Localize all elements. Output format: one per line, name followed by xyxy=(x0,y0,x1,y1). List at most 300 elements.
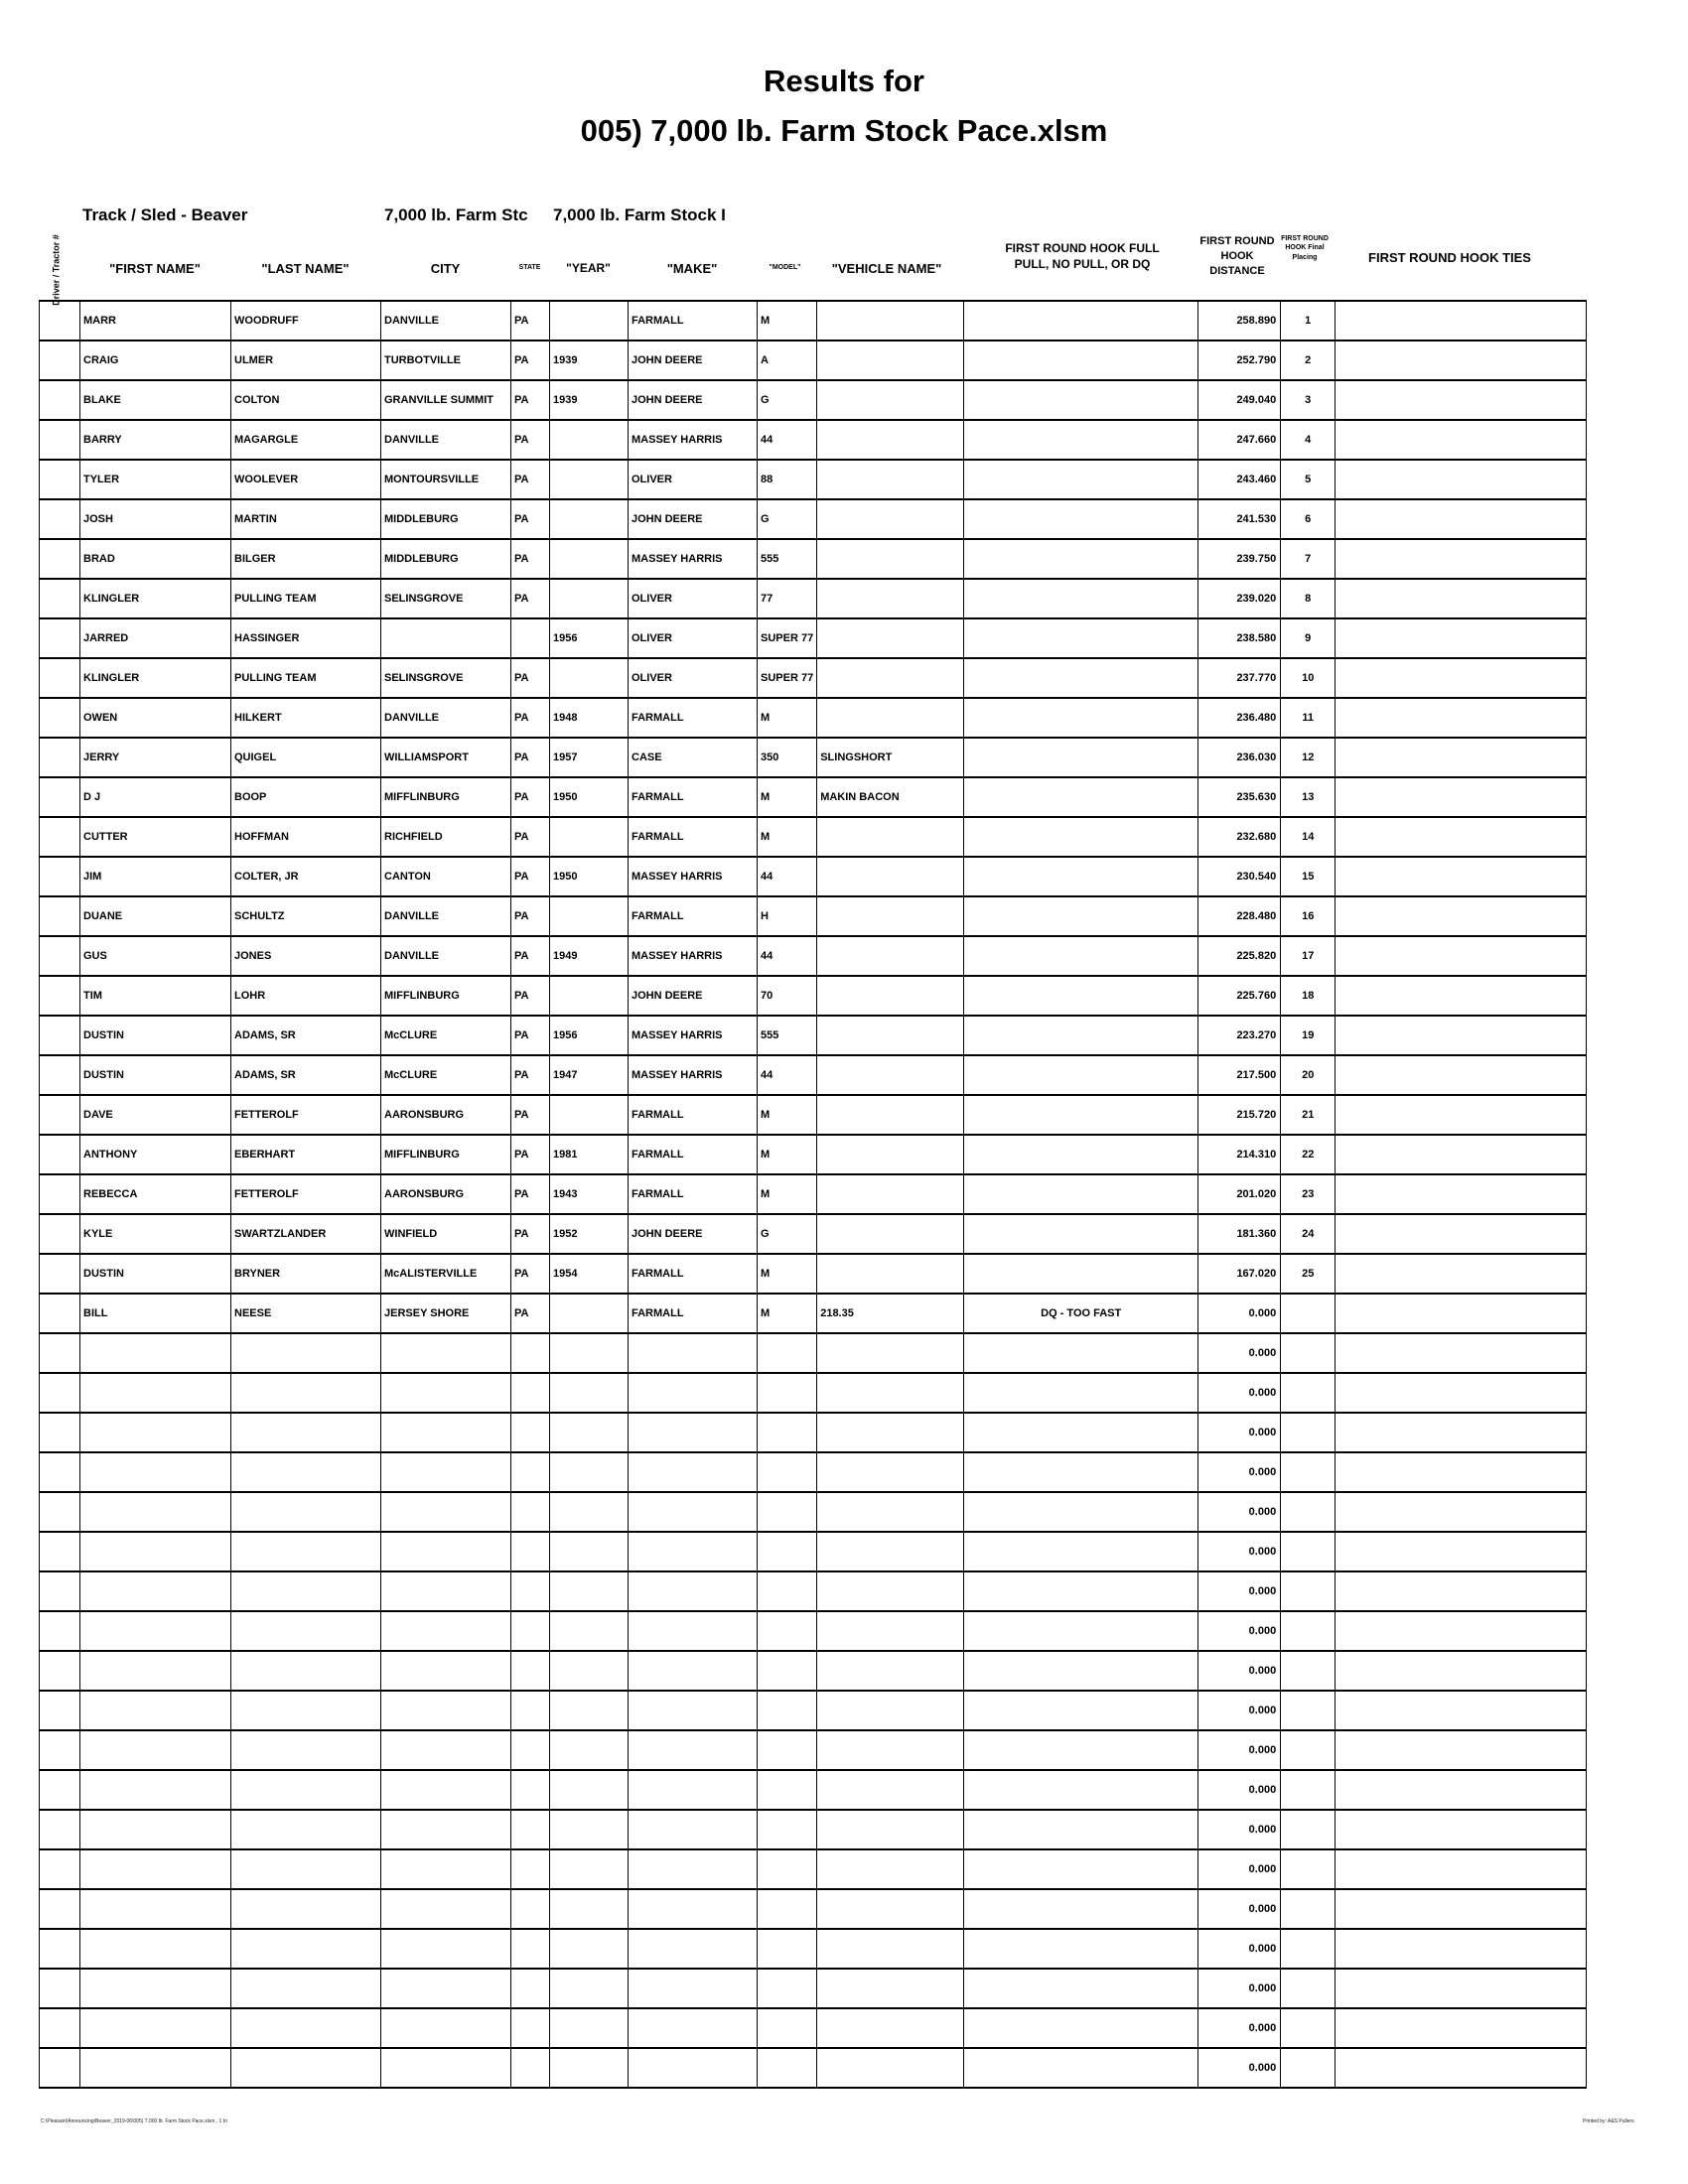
final-placing-cell xyxy=(1281,1691,1336,1730)
last-name-cell: NEESE xyxy=(231,1294,381,1333)
hook-result-cell xyxy=(964,738,1198,777)
table-row xyxy=(40,380,1587,420)
hook-distance-cell: 0.000 xyxy=(1198,1770,1281,1810)
model-cell xyxy=(758,1691,817,1730)
state-cell: PA xyxy=(511,1294,550,1333)
final-placing-cell: 25 xyxy=(1281,1254,1336,1294)
hook-ties-cell xyxy=(1336,976,1587,1016)
hook-result-cell xyxy=(964,857,1198,896)
model-cell: M xyxy=(758,301,817,341)
first-name-cell: DUSTIN xyxy=(80,1254,231,1294)
state-cell xyxy=(511,1730,550,1770)
make-cell: MASSEY HARRIS xyxy=(629,539,758,579)
city-cell xyxy=(381,2008,511,2048)
first-name-cell: BLAKE xyxy=(80,380,231,420)
make-cell: JOHN DEERE xyxy=(629,380,758,420)
vehicle-name-cell xyxy=(817,896,964,936)
driver-tractor-cell xyxy=(40,1571,80,1611)
hook-result-cell xyxy=(964,1730,1198,1770)
vehicle-name-cell xyxy=(817,1810,964,1849)
first-name-cell xyxy=(80,1492,231,1532)
printed-by-footer: Printed by: A&S Pullers xyxy=(1583,2118,1634,2124)
first-name-cell: KLINGLER xyxy=(80,658,231,698)
driver-tractor-cell xyxy=(40,460,80,499)
first-name-cell xyxy=(80,1929,231,1969)
final-placing-cell: 5 xyxy=(1281,460,1336,499)
last-name-cell: BILGER xyxy=(231,539,381,579)
year-cell: 1956 xyxy=(550,1016,629,1055)
vehicle-name-cell xyxy=(817,1214,964,1254)
driver-tractor-cell xyxy=(40,1373,80,1413)
final-placing-cell xyxy=(1281,1611,1336,1651)
state-cell xyxy=(511,1571,550,1611)
final-placing-cell: 7 xyxy=(1281,539,1336,579)
table-row xyxy=(40,1135,1587,1174)
final-placing-cell xyxy=(1281,1770,1336,1810)
hook-ties-cell xyxy=(1336,301,1587,341)
class-label-b: 7,000 lb. Farm Stock I xyxy=(553,205,726,224)
city-cell xyxy=(381,1373,511,1413)
final-placing-cell xyxy=(1281,1492,1336,1532)
vehicle-name-cell xyxy=(817,579,964,618)
city-cell: MIDDLEBURG xyxy=(381,499,511,539)
vehicle-name-cell xyxy=(817,499,964,539)
year-cell xyxy=(550,1651,629,1691)
table-row xyxy=(40,579,1587,618)
table-row xyxy=(40,499,1587,539)
state-cell xyxy=(511,1691,550,1730)
vehicle-name-cell xyxy=(817,1969,964,2008)
hook-distance-cell: 0.000 xyxy=(1198,1532,1281,1571)
make-cell xyxy=(629,1929,758,1969)
page-title: Results for xyxy=(764,64,924,98)
vehicle-name-cell xyxy=(817,1055,964,1095)
hook-result-cell xyxy=(964,1969,1198,2008)
final-placing-cell xyxy=(1281,1373,1336,1413)
final-placing-cell xyxy=(1281,1810,1336,1849)
vehicle-name-cell xyxy=(817,1095,964,1135)
first-name-cell: DUSTIN xyxy=(80,1016,231,1055)
year-cell xyxy=(550,1492,629,1532)
final-placing-cell: 15 xyxy=(1281,857,1336,896)
hook-distance-cell: 0.000 xyxy=(1198,1492,1281,1532)
table-row xyxy=(40,1770,1587,1810)
table-row xyxy=(40,1571,1587,1611)
table-row xyxy=(40,1214,1587,1254)
year-cell xyxy=(550,1571,629,1611)
hook-distance-cell: 225.820 xyxy=(1198,936,1281,976)
hook-result-cell xyxy=(964,1373,1198,1413)
last-name-cell xyxy=(231,1452,381,1492)
hook-distance-cell: 236.480 xyxy=(1198,698,1281,738)
model-cell xyxy=(758,1810,817,1849)
hook-ties-cell xyxy=(1336,1691,1587,1730)
city-cell xyxy=(381,1532,511,1571)
make-cell: MASSEY HARRIS xyxy=(629,1016,758,1055)
first-name-cell: BRAD xyxy=(80,539,231,579)
table-row xyxy=(40,301,1587,341)
state-header: STATE xyxy=(518,264,541,271)
state-cell: PA xyxy=(511,420,550,460)
last-name-cell xyxy=(231,1849,381,1889)
state-cell: PA xyxy=(511,1016,550,1055)
city-cell xyxy=(381,1849,511,1889)
year-cell: 1957 xyxy=(550,738,629,777)
model-cell xyxy=(758,1770,817,1810)
hook-distance-cell: 0.000 xyxy=(1198,1691,1281,1730)
make-cell xyxy=(629,1651,758,1691)
state-cell: PA xyxy=(511,857,550,896)
hook-ties-cell xyxy=(1336,1929,1587,1969)
city-cell: AARONSBURG xyxy=(381,1174,511,1214)
driver-tractor-cell xyxy=(40,380,80,420)
city-cell xyxy=(381,1611,511,1651)
make-cell: FARMALL xyxy=(629,1135,758,1174)
vehicle-name-cell xyxy=(817,341,964,380)
driver-tractor-cell xyxy=(40,499,80,539)
hook-result-cell xyxy=(964,1532,1198,1571)
make-cell: FARMALL xyxy=(629,1095,758,1135)
make-cell xyxy=(629,1889,758,1929)
year-cell xyxy=(550,579,629,618)
vehicle-name-cell xyxy=(817,658,964,698)
hook-result-cell xyxy=(964,579,1198,618)
hook-result-cell xyxy=(964,1691,1198,1730)
model-cell xyxy=(758,2048,817,2088)
make-cell: OLIVER xyxy=(629,618,758,658)
make-cell: OLIVER xyxy=(629,658,758,698)
hook-result-cell xyxy=(964,698,1198,738)
table-row xyxy=(40,420,1587,460)
state-cell: PA xyxy=(511,499,550,539)
last-name-cell: QUIGEL xyxy=(231,738,381,777)
vehicle-name-cell xyxy=(817,1929,964,1969)
city-cell xyxy=(381,1730,511,1770)
first-name-cell: ANTHONY xyxy=(80,1135,231,1174)
make-cell xyxy=(629,1849,758,1889)
hook-result-cell xyxy=(964,1571,1198,1611)
state-cell: PA xyxy=(511,976,550,1016)
first-name-cell xyxy=(80,1532,231,1571)
hook-ties-header: FIRST ROUND HOOK TIES xyxy=(1368,250,1531,265)
hook-ties-cell xyxy=(1336,857,1587,896)
hook-ties-cell xyxy=(1336,698,1587,738)
first-name-cell: DUSTIN xyxy=(80,1055,231,1095)
vehicle-name-cell xyxy=(817,301,964,341)
year-cell xyxy=(550,1532,629,1571)
driver-tractor-cell xyxy=(40,777,80,817)
table-row xyxy=(40,738,1587,777)
city-cell: DANVILLE xyxy=(381,698,511,738)
hook-ties-cell xyxy=(1336,1571,1587,1611)
model-cell: M xyxy=(758,817,817,857)
last-name-cell xyxy=(231,1889,381,1929)
city-cell: DANVILLE xyxy=(381,896,511,936)
table-row xyxy=(40,1691,1587,1730)
first-name-cell: TIM xyxy=(80,976,231,1016)
hook-distance-cell: 0.000 xyxy=(1198,2048,1281,2088)
state-cell xyxy=(511,1333,550,1373)
last-name-cell: BOOP xyxy=(231,777,381,817)
table-row xyxy=(40,1333,1587,1373)
final-placing-cell: 22 xyxy=(1281,1135,1336,1174)
first-name-cell: JERRY xyxy=(80,738,231,777)
driver-tractor-cell xyxy=(40,1929,80,1969)
last-name-cell: WOODRUFF xyxy=(231,301,381,341)
hook-distance-cell: 225.760 xyxy=(1198,976,1281,1016)
table-row xyxy=(40,698,1587,738)
hook-distance-cell: 243.460 xyxy=(1198,460,1281,499)
year-cell xyxy=(550,1969,629,2008)
hook-ties-cell xyxy=(1336,817,1587,857)
vehicle-name-cell xyxy=(817,817,964,857)
state-cell: PA xyxy=(511,1055,550,1095)
final-placing-cell: 4 xyxy=(1281,420,1336,460)
model-cell: 44 xyxy=(758,857,817,896)
driver-tractor-cell xyxy=(40,1135,80,1174)
model-cell xyxy=(758,1333,817,1373)
driver-tractor-cell xyxy=(40,2008,80,2048)
last-name-cell: BRYNER xyxy=(231,1254,381,1294)
city-cell xyxy=(381,1929,511,1969)
state-cell xyxy=(511,618,550,658)
table-row xyxy=(40,1810,1587,1849)
driver-tractor-cell xyxy=(40,1333,80,1373)
first-name-cell: REBECCA xyxy=(80,1174,231,1214)
last-name-cell: FETTEROLF xyxy=(231,1174,381,1214)
state-cell xyxy=(511,2048,550,2088)
hook-distance-cell: 236.030 xyxy=(1198,738,1281,777)
state-cell xyxy=(511,1492,550,1532)
hook-result-cell xyxy=(964,1214,1198,1254)
hook-distance-cell: 201.020 xyxy=(1198,1174,1281,1214)
vehicle-name-cell xyxy=(817,1413,964,1452)
make-cell: FARMALL xyxy=(629,1174,758,1214)
class-label-a: 7,000 lb. Farm Stc xyxy=(384,205,528,224)
state-cell xyxy=(511,1889,550,1929)
hook-result-cell xyxy=(964,420,1198,460)
driver-tractor-cell xyxy=(40,1532,80,1571)
make-cell: FARMALL xyxy=(629,1294,758,1333)
hook-ties-cell xyxy=(1336,896,1587,936)
table-row xyxy=(40,1849,1587,1889)
vehicle-name-cell xyxy=(817,1492,964,1532)
driver-tractor-cell xyxy=(40,2048,80,2088)
city-cell: CANTON xyxy=(381,857,511,896)
last-name-cell xyxy=(231,1730,381,1770)
final-placing-cell: 10 xyxy=(1281,658,1336,698)
first-name-cell: BARRY xyxy=(80,420,231,460)
table-row xyxy=(40,1452,1587,1492)
vehicle-name-cell: MAKIN BACON xyxy=(817,777,964,817)
final-placing-cell xyxy=(1281,1889,1336,1929)
make-cell: FARMALL xyxy=(629,777,758,817)
model-cell xyxy=(758,1452,817,1492)
model-cell: 88 xyxy=(758,460,817,499)
vehicle-name-cell xyxy=(817,1333,964,1373)
driver-tractor-cell xyxy=(40,579,80,618)
vehicle-name-cell xyxy=(817,1611,964,1651)
table-row xyxy=(40,1055,1587,1095)
hook-ties-cell xyxy=(1336,460,1587,499)
final-placing-cell: 18 xyxy=(1281,976,1336,1016)
vehicle-name-cell xyxy=(817,1849,964,1889)
hook-ties-cell xyxy=(1336,1333,1587,1373)
hook-distance-cell: 258.890 xyxy=(1198,301,1281,341)
hook-result-cell xyxy=(964,1413,1198,1452)
final-placing-cell: 13 xyxy=(1281,777,1336,817)
table-row xyxy=(40,1651,1587,1691)
make-cell xyxy=(629,1532,758,1571)
year-cell xyxy=(550,2048,629,2088)
table-row xyxy=(40,1254,1587,1294)
first-name-cell: D J xyxy=(80,777,231,817)
city-cell xyxy=(381,1691,511,1730)
hook-ties-cell xyxy=(1336,1135,1587,1174)
driver-tractor-cell xyxy=(40,1730,80,1770)
state-cell: PA xyxy=(511,301,550,341)
hook-result-cell xyxy=(964,1810,1198,1849)
hook-ties-cell xyxy=(1336,1492,1587,1532)
table-row xyxy=(40,539,1587,579)
model-cell: 70 xyxy=(758,976,817,1016)
model-cell: 350 xyxy=(758,738,817,777)
final-placing-cell xyxy=(1281,1333,1336,1373)
first-name-cell: CRAIG xyxy=(80,341,231,380)
model-cell: G xyxy=(758,499,817,539)
vehicle-name-cell xyxy=(817,460,964,499)
hook-ties-cell xyxy=(1336,1770,1587,1810)
hook-distance-cell: 230.540 xyxy=(1198,857,1281,896)
vehicle-name-cell xyxy=(817,2048,964,2088)
hook-ties-cell xyxy=(1336,777,1587,817)
last-name-cell xyxy=(231,1651,381,1691)
first-name-cell xyxy=(80,1373,231,1413)
city-cell: DANVILLE xyxy=(381,420,511,460)
year-cell: 1949 xyxy=(550,936,629,976)
hook-result-cell xyxy=(964,539,1198,579)
hook-ties-cell xyxy=(1336,1532,1587,1571)
hook-distance-cell: 0.000 xyxy=(1198,1651,1281,1691)
model-cell xyxy=(758,1611,817,1651)
first-name-cell: JARRED xyxy=(80,618,231,658)
hook-ties-cell xyxy=(1336,1254,1587,1294)
driver-tractor-cell xyxy=(40,817,80,857)
table-row xyxy=(40,460,1587,499)
last-name-cell xyxy=(231,1969,381,2008)
hook-result-cell xyxy=(964,817,1198,857)
hook-distance-cell: 214.310 xyxy=(1198,1135,1281,1174)
last-name-cell: ADAMS, SR xyxy=(231,1016,381,1055)
table-row xyxy=(40,1969,1587,2008)
last-name-cell xyxy=(231,1413,381,1452)
hook-distance-cell: 0.000 xyxy=(1198,1969,1281,2008)
state-cell: PA xyxy=(511,579,550,618)
city-cell: SELINSGROVE xyxy=(381,579,511,618)
year-cell: 1939 xyxy=(550,380,629,420)
hook-ties-cell xyxy=(1336,738,1587,777)
hook-ties-cell xyxy=(1336,380,1587,420)
driver-tractor-cell xyxy=(40,1889,80,1929)
vehicle-name-cell xyxy=(817,1174,964,1214)
final-placing-cell xyxy=(1281,2008,1336,2048)
vehicle-name-cell: SLINGSHORT xyxy=(817,738,964,777)
city-cell: WINFIELD xyxy=(381,1214,511,1254)
last-name-cell xyxy=(231,1532,381,1571)
state-cell: PA xyxy=(511,341,550,380)
final-placing-cell: 17 xyxy=(1281,936,1336,976)
hook-distance-cell: 249.040 xyxy=(1198,380,1281,420)
year-cell xyxy=(550,1849,629,1889)
hook-result-cell xyxy=(964,976,1198,1016)
hook-ties-cell xyxy=(1336,579,1587,618)
first-name-cell: KYLE xyxy=(80,1214,231,1254)
year-cell xyxy=(550,976,629,1016)
city-cell xyxy=(381,1810,511,1849)
model-cell xyxy=(758,1373,817,1413)
last-name-cell xyxy=(231,1929,381,1969)
first-name-cell xyxy=(80,1413,231,1452)
final-placing-cell: 19 xyxy=(1281,1016,1336,1055)
hook-ties-cell xyxy=(1336,1452,1587,1492)
last-name-cell xyxy=(231,1571,381,1611)
state-cell xyxy=(511,1770,550,1810)
state-cell xyxy=(511,1810,550,1849)
table-row xyxy=(40,896,1587,936)
last-name-cell xyxy=(231,1770,381,1810)
driver-tractor-cell xyxy=(40,976,80,1016)
state-cell xyxy=(511,1373,550,1413)
year-cell xyxy=(550,2008,629,2048)
final-placing-cell: 21 xyxy=(1281,1095,1336,1135)
city-cell xyxy=(381,1969,511,2008)
make-cell xyxy=(629,1611,758,1651)
city-cell: MIFFLINBURG xyxy=(381,777,511,817)
first-name-cell: DUANE xyxy=(80,896,231,936)
city-cell: McCLURE xyxy=(381,1055,511,1095)
make-cell xyxy=(629,1452,758,1492)
state-cell: PA xyxy=(511,1135,550,1174)
hook-ties-cell xyxy=(1336,499,1587,539)
final-placing-cell: 1 xyxy=(1281,301,1336,341)
hook-ties-cell xyxy=(1336,1611,1587,1651)
first-name-cell: GUS xyxy=(80,936,231,976)
year-cell: 1950 xyxy=(550,777,629,817)
table-row xyxy=(40,1095,1587,1135)
first-name-cell: TYLER xyxy=(80,460,231,499)
table-row xyxy=(40,1492,1587,1532)
table-row xyxy=(40,817,1587,857)
last-name-cell: COLTON xyxy=(231,380,381,420)
vehicle-name-cell xyxy=(817,1730,964,1770)
hook-ties-cell xyxy=(1336,1294,1587,1333)
hook-result-cell xyxy=(964,1611,1198,1651)
make-cell xyxy=(629,1571,758,1611)
hook-ties-cell xyxy=(1336,1016,1587,1055)
table-row xyxy=(40,658,1587,698)
city-cell xyxy=(381,2048,511,2088)
hook-result-cell xyxy=(964,1929,1198,1969)
vehicle-name-cell xyxy=(817,1373,964,1413)
vehicle-name-cell xyxy=(817,1651,964,1691)
hook-ties-cell xyxy=(1336,341,1587,380)
make-cell xyxy=(629,1413,758,1452)
city-cell xyxy=(381,1571,511,1611)
hook-distance-cell: 0.000 xyxy=(1198,1413,1281,1452)
model-cell: 44 xyxy=(758,420,817,460)
table-row xyxy=(40,1532,1587,1571)
final-placing-cell: 11 xyxy=(1281,698,1336,738)
